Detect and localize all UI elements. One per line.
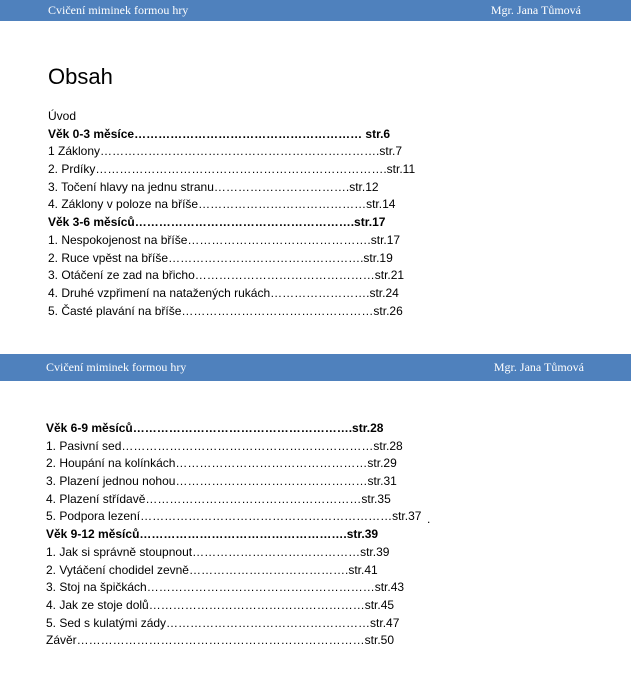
toc-entry: 4. Druhé vzpřimení na natažených rukách…………………….str.24 [48, 285, 399, 300]
toc-entry: 3. Stoj na špičkách…………………………………………………str.43 [46, 580, 405, 595]
toc-entry: 4. Plazení střídavě………………………………………………str.35 [46, 491, 391, 506]
toc-entry: 5. Podpora lezení………………………………………………………str.37 [46, 509, 422, 524]
header-author: Mgr. Jana Tůmová [490, 3, 581, 17]
stray-mark: . [427, 512, 431, 526]
header-document-title: Cvičení miminek formou hry [48, 3, 189, 17]
page-title: Obsah [48, 64, 113, 89]
toc-section-heading: Věk 3-6 měsíců……………………………………………….str.17 [48, 215, 386, 230]
toc-entry: 3. Otáčení ze zad na břicho………………………………………str.21 [48, 268, 405, 283]
page-header [0, 0, 631, 21]
toc-entry: 5. Časté plavání na bříše…………………………………………str.26 [48, 303, 403, 318]
toc-entry: 2. Prdíky……………………………………………………………….str.11 [48, 162, 416, 177]
toc-entry: 3. Plazení jednou nohou…………………………………………str.31 [46, 474, 397, 489]
toc-entry: 3. Točení hlavy na jednu stranu…………………………….str.12 [48, 179, 379, 194]
toc-section-heading: Věk 9-12 měsíců…………………………………………….str.39 [46, 527, 379, 542]
toc-entry: 1. Pasivní sed………………………………………………………str.28 [46, 438, 403, 453]
header-author: Mgr. Jana Tůmová [493, 360, 584, 374]
toc-entry: 1 Záklony…………………………………………………………….str.7 [48, 144, 403, 159]
toc-entry: 4. Jak ze stoje dolů………………………………………………str.45 [46, 597, 395, 612]
table-of-contents-page-2 [46, 420, 421, 650]
toc-entry: 4. Záklony v poloze na bříše……………………………………str.14 [48, 197, 396, 212]
toc-entry: 1. Nespokojenost na bříše……………………………………….str.17 [48, 232, 401, 247]
toc-entry: 2. Houpání na kolínkách…………………………………………str.29 [46, 456, 397, 471]
toc-entry: 2. Ruce vpěst na bříše………………………………………….str.19 [48, 250, 393, 265]
page-header [0, 354, 631, 381]
header-document-title: Cvičení miminek formou hry [46, 360, 187, 374]
toc-entry: 2. Vytáčení chodidel zevně………………………………….str.41 [46, 562, 378, 577]
toc-entry: Závěr………………………………………………………………str.50 [46, 633, 395, 648]
toc-section-heading: Věk 0-3 měsíce………………………………………………… str.6 [48, 126, 391, 141]
toc-entry: 1. Jak si správně stoupnout……………………………………str.39 [46, 544, 390, 559]
toc-entry: 5. Sed s kulatými zády……………………………………………str.47 [46, 615, 400, 630]
toc-section-heading: Věk 6-9 měsíců……………………………………………….str.28 [46, 421, 384, 435]
toc-entry: Úvod [48, 109, 77, 123]
table-of-contents-page-1 [48, 108, 415, 320]
